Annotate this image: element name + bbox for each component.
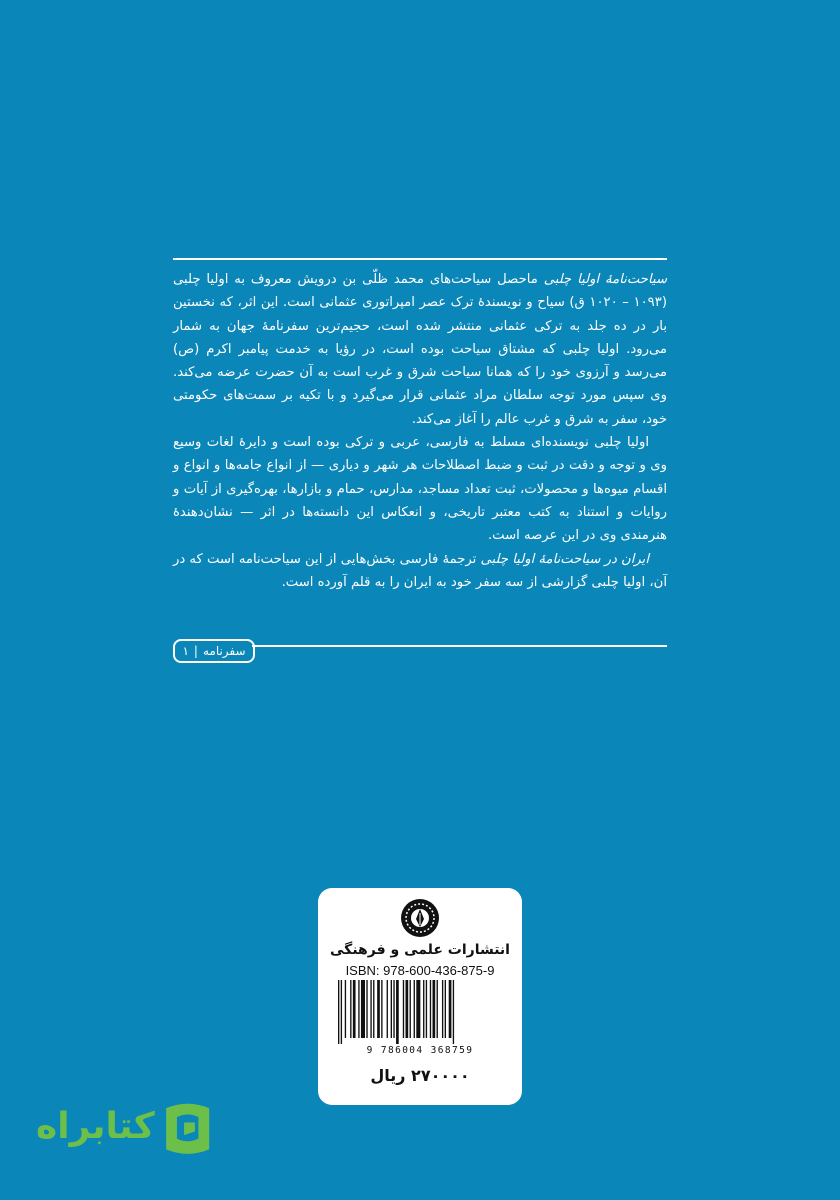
book-title-italic-2: ایران در سیاحت‌نامهٔ اولیا چلبی — [480, 551, 649, 567]
bottom-rule — [252, 645, 667, 647]
price: ۲۷۰۰۰۰ ریال — [370, 1066, 470, 1085]
back-cover-blurb — [173, 268, 667, 594]
store-name: کتابراه — [36, 1106, 155, 1147]
barcode-card — [318, 888, 522, 1105]
publisher-name: انتشارات علمی و فرهنگی — [330, 942, 510, 958]
series-badge — [173, 639, 255, 663]
blurb-text-1: ماحصل سیاحت‌های محمد ظلّی بن درویش معروف به اولیا چلبی (۱۰۹۳ – ۱۰۲۰ ق) سیاح و نویسندهٔ ترک عصر امپراتوری عثمانی است. این اثر، که نخستین بار در ده جلد به ترکی عثمانی منتشر شده است، حجیم‌ترین سفرنامهٔ جهان به شمار می‌رود. اولیا چلبی که مشتاق سیاحت بوده است، در رؤیا به خدمت پیامبر اکرم (ص) می‌رسد و آرزوی خود را که همانا سیاحت شرق و غرب است به آن حضرت عرضه می‌کند. وی سپس مورد توجه سلطان مراد عثمانی قرار می‌گیرد و با تکیه بر سمت‌های حکومتی خود، سفر به شرق و غرب عالم را آغاز می‌کند. — [173, 272, 667, 427]
pen-nib-circle-icon — [400, 898, 440, 938]
store-logo[interactable] — [36, 1090, 216, 1164]
blurb-paragraph-1 — [173, 268, 667, 431]
isbn-barcode — [336, 980, 504, 1044]
blurb-paragraph-2: اولیا چلبی نویسنده‌ای مسلط به فارسی، عربی و ترکی بوده است و دایرهٔ لغات وسیع وی و توجه و دقت در ثبت و ضبط اصطلاحات هر شهر و دیاری — از انواع جامه‌ها و انواع و اقسام میوه‌ها و محصولات، ثبت تعداد مساجد، مدارس، حمام و بازارها، بهره‌گیری از آیات و روایات و استناد به کتب معتبر تاریخی، و انعکاس این دانسته‌ها در اثر — نشان‌دهندهٔ هنرمندی وی در این عرصه است. — [173, 435, 667, 544]
top-rule — [173, 258, 667, 260]
isbn-text: ISBN: 978-600-436-875-9 — [345, 963, 495, 978]
barcode-digits: 9 786004 368759 — [366, 1045, 474, 1056]
series-label: سفرنامه — [202, 644, 246, 658]
book-title-italic: سیاحت‌نامهٔ اولیا چلبی — [543, 272, 667, 287]
blurb-paragraph-3 — [173, 548, 667, 595]
book-leaf-icon — [159, 1092, 216, 1162]
series-number: ۱ — [182, 644, 189, 658]
series-separator: | — [193, 644, 198, 658]
blurb-text-3: ترجمهٔ فارسی بخش‌هایی از این سیاحت‌نامه است که در آن، اولیا چلبی گزارشی از سه سفر خود به ایران را به قلم آورده است. — [173, 551, 667, 590]
